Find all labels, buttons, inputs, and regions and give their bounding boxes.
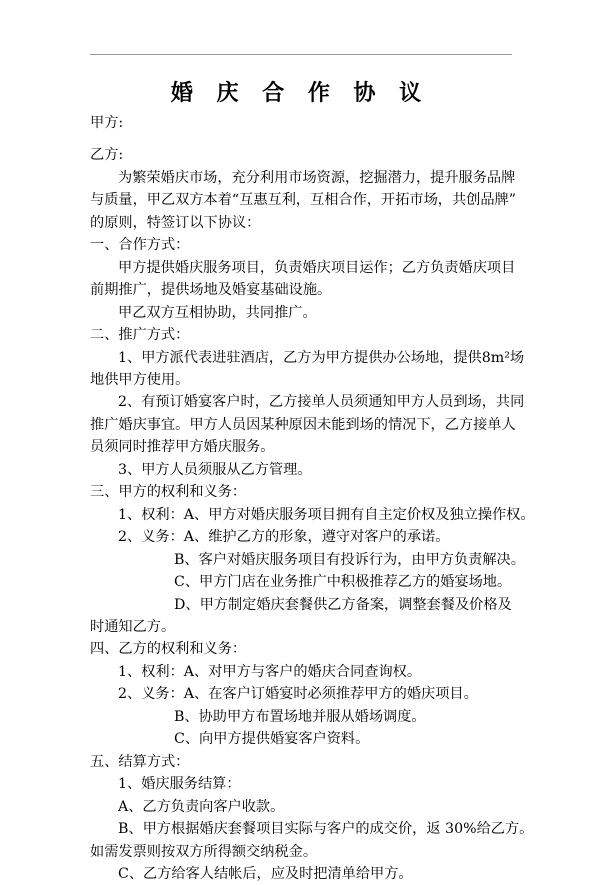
clause-line: C、乙方给客人结帐后，应及时把清单给甲方。: [118, 865, 413, 882]
intro-line: 为繁荣婚庆市场，充分利用市场资源，挖掘潜力，提升服务品牌: [118, 169, 516, 186]
clause-line: B、协助甲方布置场地并服从婚场调度。: [174, 708, 426, 725]
header-rule: [90, 54, 512, 55]
clause-line: 地供甲方使用。: [90, 371, 190, 388]
document-body: [90, 112, 535, 885]
clause-line: 前期推广，提供场地及婚宴基础设施。: [90, 282, 332, 299]
clause-line: 2、义务：A、维护乙方的形象，遵守对客户的承诺。: [118, 529, 450, 546]
clause-line: 2、义务：A、在客户订婚宴时必须推荐甲方的婚庆项目。: [118, 686, 478, 703]
clause-line: 1、甲方派代表进驻酒店，乙方为甲方提供办公场地，提供8m²场: [118, 349, 525, 366]
section-heading: 一、合作方式：: [90, 237, 190, 254]
clause-line: 3、甲方人员须服从乙方管理。: [118, 461, 312, 478]
section-heading: 三、甲方的权利和义务：: [90, 484, 247, 501]
clause-line: B、客户对婚庆服务项目有投诉行为，由甲方负责解决。: [174, 551, 525, 568]
clause-line: 甲乙双方互相协助，共同推广。: [118, 304, 317, 321]
clause-line: 1、权利：A、甲方对婚庆服务项目拥有自主定价权及独立操作权。: [118, 506, 535, 523]
clause-line: 时通知乙方。: [90, 618, 176, 635]
document-title: 婚 庆 合 作 协 议: [170, 80, 430, 106]
clause-line: D、甲方制定婚庆套餐供乙方备案，调整套餐及价格及: [174, 596, 512, 613]
section-heading: 二、推广方式：: [90, 327, 190, 344]
clause-line: 1、权利：A、对甲方与客户的婚庆合同查询权。: [118, 663, 422, 680]
clause-line: 甲方提供婚庆服务项目，负责婚庆项目运作；乙方负责婚庆项目: [118, 259, 516, 276]
clause-line: C、向甲方提供婚宴客户资料。: [174, 731, 370, 748]
party-b-label: 乙方:: [90, 147, 124, 164]
clause-line: 员须同时推荐甲方婚庆服务。: [90, 439, 275, 456]
intro-line: 的原则，特签订以下协议：: [90, 214, 261, 231]
party-a-label: 甲方:: [90, 115, 124, 131]
section-heading: 四、乙方的权利和义务：: [90, 641, 247, 658]
clause-line: B、甲方根据婚庆套餐项目实际与客户的成交价，返 30%给乙方。: [118, 821, 534, 838]
clause-line: 推广婚庆事宜。甲方人员因某种原因未能到场的情况下，乙方接单人: [90, 416, 516, 433]
clause-line: C、甲方门店在业务推广中积极推荐乙方的婚宴场地。: [174, 574, 512, 591]
intro-line: 与质量，甲乙双方本着“互惠互利，互相合作，开拓市场，共创品牌”: [90, 192, 516, 209]
clause-line: 1、婚庆服务结算：: [118, 776, 241, 793]
clause-line: 如需发票则按双方所得额交纳税金。: [90, 843, 318, 860]
clause-line: A、乙方负责向客户收款。: [118, 798, 285, 815]
section-heading: 五、结算方式：: [90, 753, 190, 770]
clause-line: 2、有预订婚宴客户时，乙方接单人员须通知甲方人员到场，共同: [118, 394, 525, 411]
